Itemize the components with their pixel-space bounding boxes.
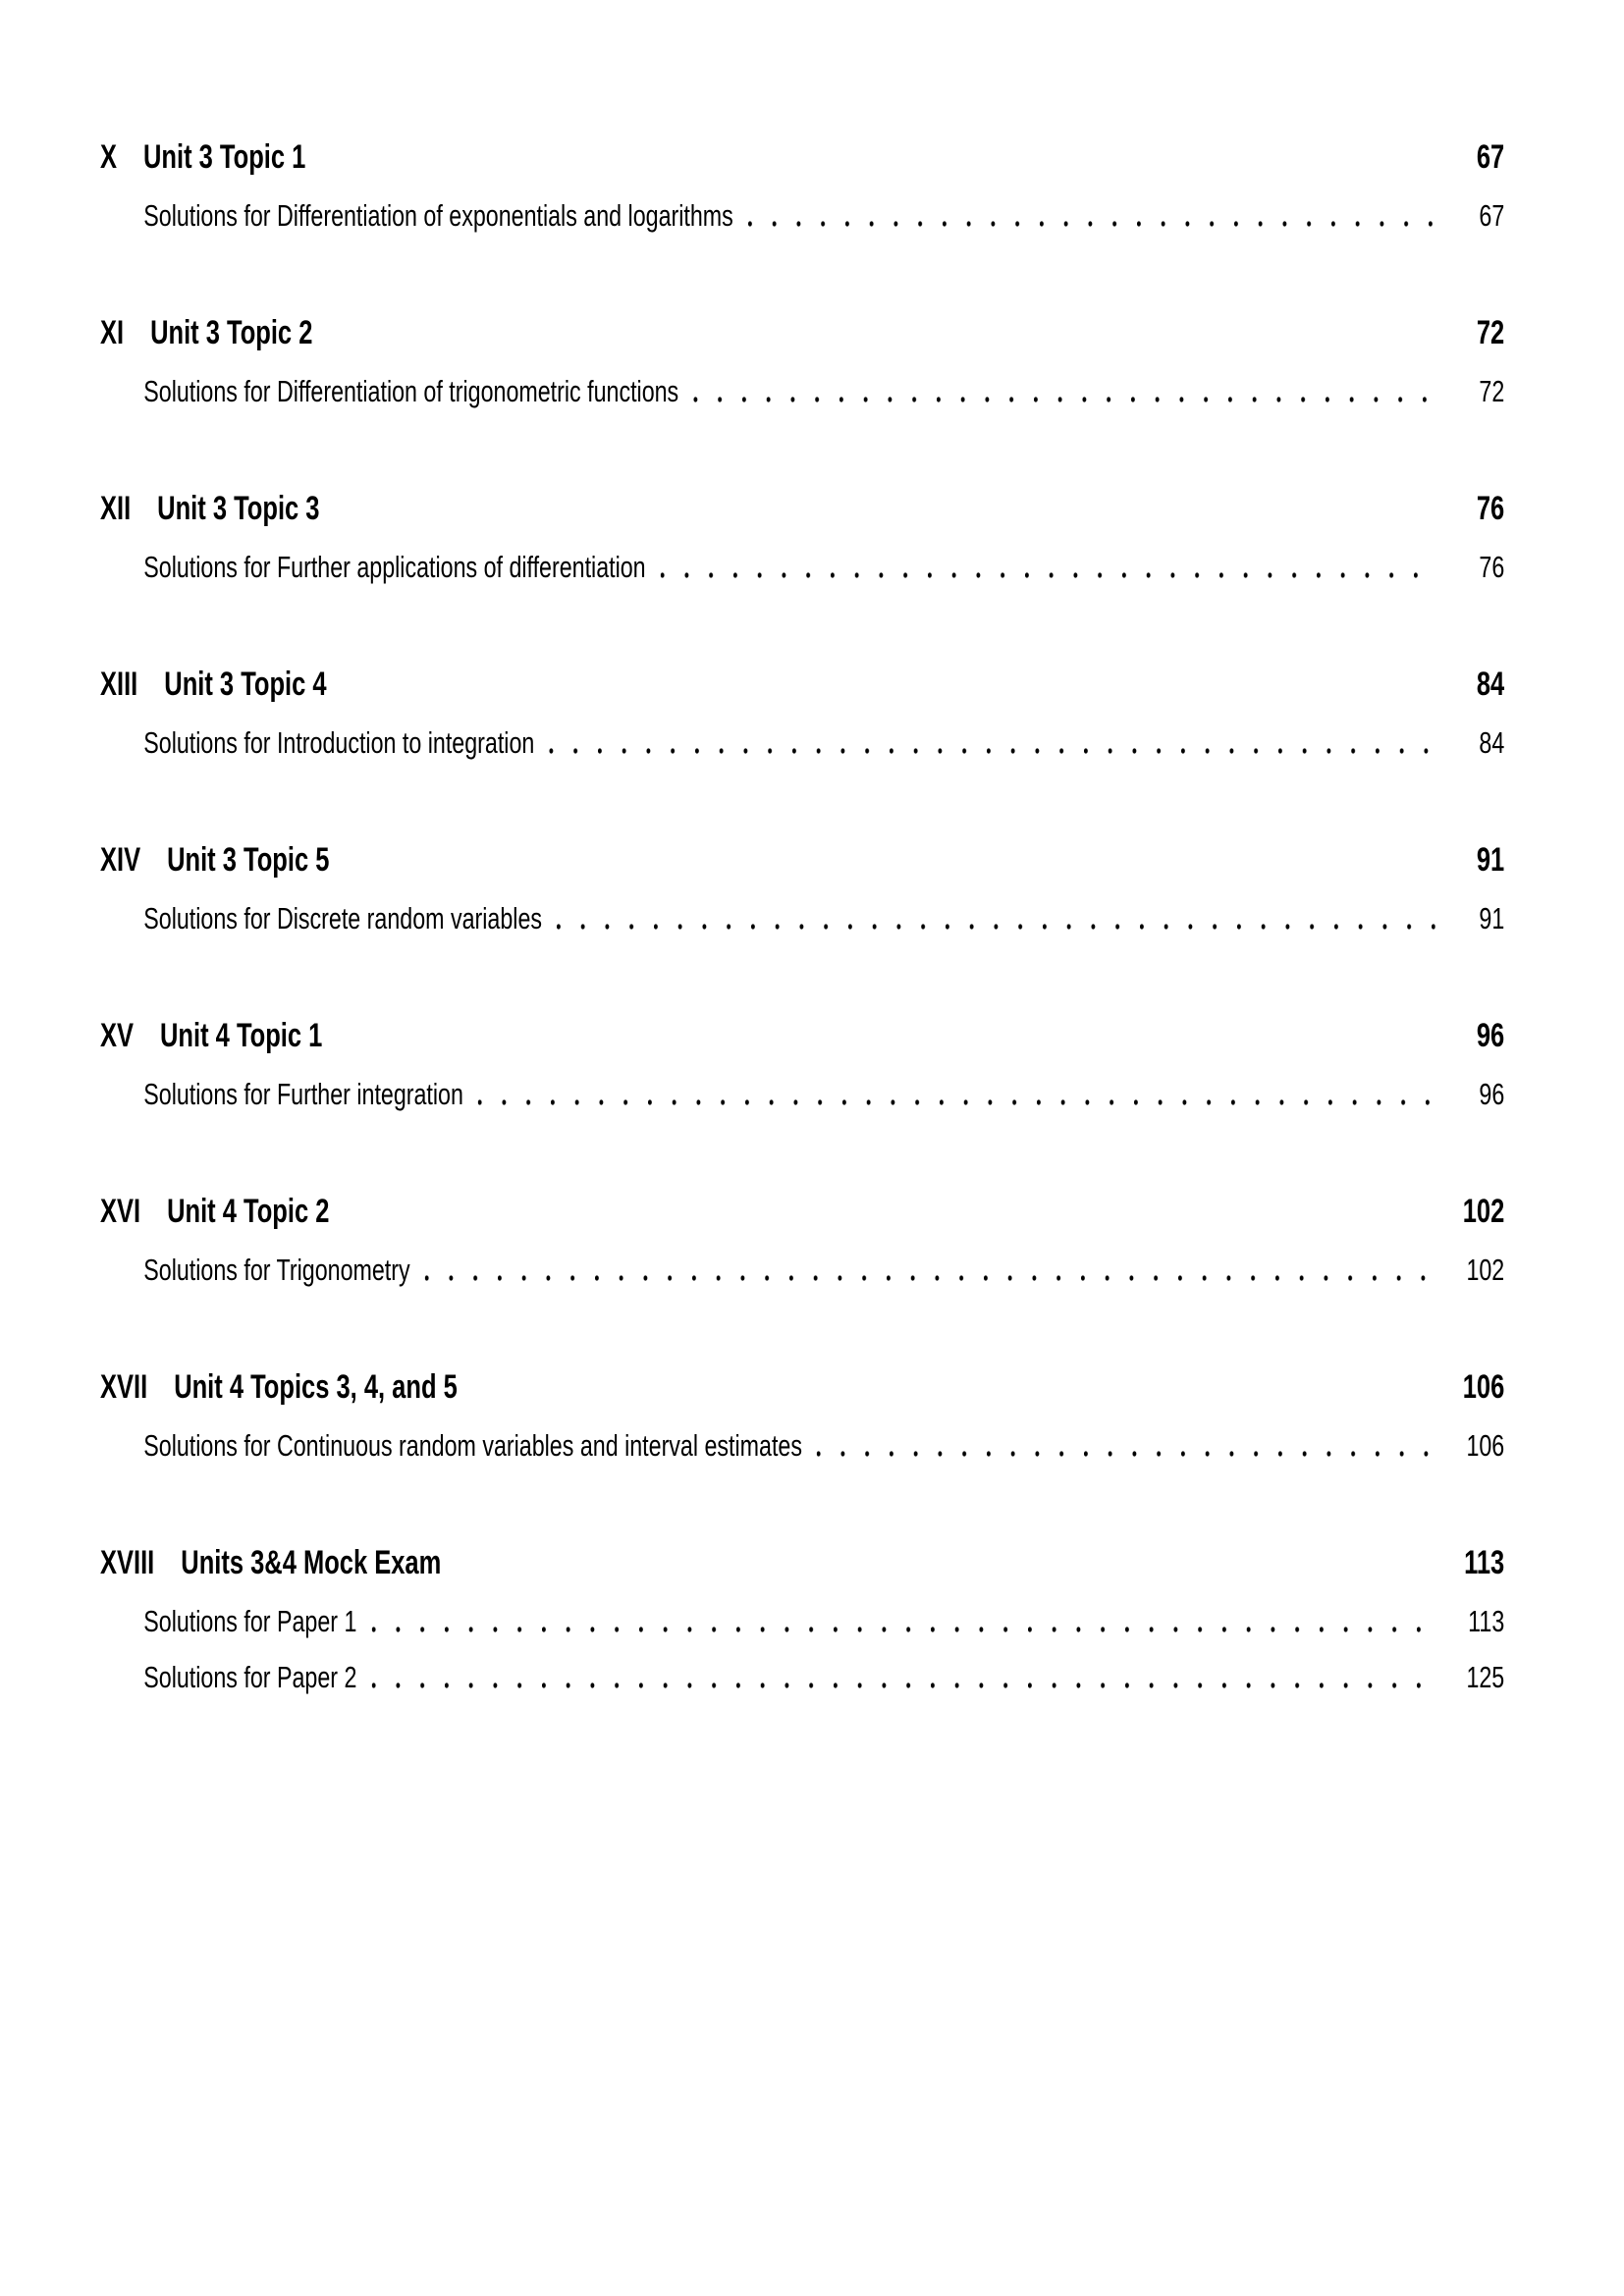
chapter-page-number: 84 [1476,666,1505,703]
toc-chapter-row[interactable] [100,1192,1504,1231]
entry-page-number: 113 [1468,1604,1505,1638]
entry-title: Solutions for Discrete random variables [143,901,543,935]
toc-chapter-row[interactable] [100,1543,1504,1582]
dot-leader [661,548,1435,587]
chapter-page-number: 67 [1476,138,1505,176]
toc-chapter-row[interactable] [100,665,1504,704]
toc-entry-row[interactable] [100,1658,1504,1697]
chapter-page-number: 96 [1476,1017,1505,1054]
toc-section [100,840,1504,938]
chapter-page-number: 91 [1476,841,1505,879]
entry-title: Solutions for Further integration [143,1077,463,1111]
dot-leader [425,1251,1435,1290]
toc-entry-row[interactable] [100,548,1504,587]
toc-section [100,1016,1504,1114]
toc-section [100,1543,1504,1697]
toc-section [100,489,1504,587]
entry-title: Solutions for Differentiation of trigonometric functions [143,374,679,408]
entry-title: Solutions for Paper 1 [143,1604,357,1638]
toc-chapter-row[interactable] [100,840,1504,880]
chapter-page-number: 102 [1462,1193,1505,1230]
chapter-number: XII [100,490,132,527]
dot-leader [478,1075,1435,1114]
entry-page-number: 72 [1479,374,1505,408]
dot-leader [693,372,1435,411]
dot-leader [557,899,1435,938]
entry-page-number: 125 [1466,1660,1505,1694]
dot-leader [748,196,1435,236]
toc-section [100,665,1504,763]
chapter-number: X [100,138,118,176]
chapter-title: Unit 3 Topic 5 [167,841,330,879]
chapter-number: XIV [100,841,141,879]
toc-entry-row[interactable] [100,1251,1504,1290]
chapter-page-number: 76 [1476,490,1505,527]
chapter-title: Unit 3 Topic 2 [150,314,313,351]
toc-chapter-row[interactable] [100,137,1504,177]
chapter-title: Unit 4 Topics 3, 4, and 5 [174,1368,458,1406]
entry-page-number: 96 [1479,1077,1505,1111]
entry-page-number: 84 [1479,725,1505,760]
dot-leader [371,1658,1435,1697]
toc-section [100,1367,1504,1466]
entry-title: Solutions for Trigonometry [143,1253,410,1287]
entry-page-number: 91 [1479,901,1505,935]
chapter-number: XIII [100,666,138,703]
toc-entry-row[interactable] [100,196,1504,236]
toc-entry-row[interactable] [100,899,1504,938]
entry-title: Solutions for Differentiation of exponentials and logarithms [143,198,733,233]
chapter-title: Unit 4 Topic 2 [167,1193,330,1230]
toc-chapter-row[interactable] [100,1016,1504,1055]
toc-entry-row[interactable] [100,1602,1504,1641]
entry-page-number: 106 [1466,1428,1505,1463]
entry-title: Solutions for Introduction to integration [143,725,535,760]
dot-leader [549,723,1435,763]
entry-title: Solutions for Paper 2 [143,1660,357,1694]
dot-leader [817,1426,1435,1466]
chapter-number: XVII [100,1368,148,1406]
toc-entry-row[interactable] [100,723,1504,763]
chapter-number: XV [100,1017,135,1054]
chapter-title: Unit 3 Topic 3 [157,490,320,527]
entry-page-number: 102 [1466,1253,1505,1287]
chapter-number: XI [100,314,125,351]
toc-chapter-row[interactable] [100,489,1504,528]
entry-page-number: 76 [1479,550,1505,584]
chapter-title: Unit 4 Topic 1 [160,1017,323,1054]
entry-title: Solutions for Continuous random variables and interval estimates [143,1428,802,1463]
toc-chapter-row[interactable] [100,313,1504,352]
toc-entry-row[interactable] [100,1075,1504,1114]
toc-section [100,313,1504,411]
chapter-title: Units 3&4 Mock Exam [181,1544,442,1581]
chapter-number: XVI [100,1193,141,1230]
dot-leader [371,1602,1435,1641]
toc-section [100,1192,1504,1290]
chapter-page-number: 113 [1464,1544,1505,1581]
toc-entry-row[interactable] [100,372,1504,411]
entry-page-number: 67 [1479,198,1505,233]
chapter-title: Unit 3 Topic 4 [164,666,327,703]
toc-chapter-row[interactable] [100,1367,1504,1407]
chapter-page-number: 106 [1462,1368,1505,1406]
chapter-title: Unit 3 Topic 1 [143,138,306,176]
entry-title: Solutions for Further applications of differentiation [143,550,646,584]
toc-entry-row[interactable] [100,1426,1504,1466]
chapter-number: XVIII [100,1544,155,1581]
toc-section [100,137,1504,236]
chapter-page-number: 72 [1476,314,1505,351]
